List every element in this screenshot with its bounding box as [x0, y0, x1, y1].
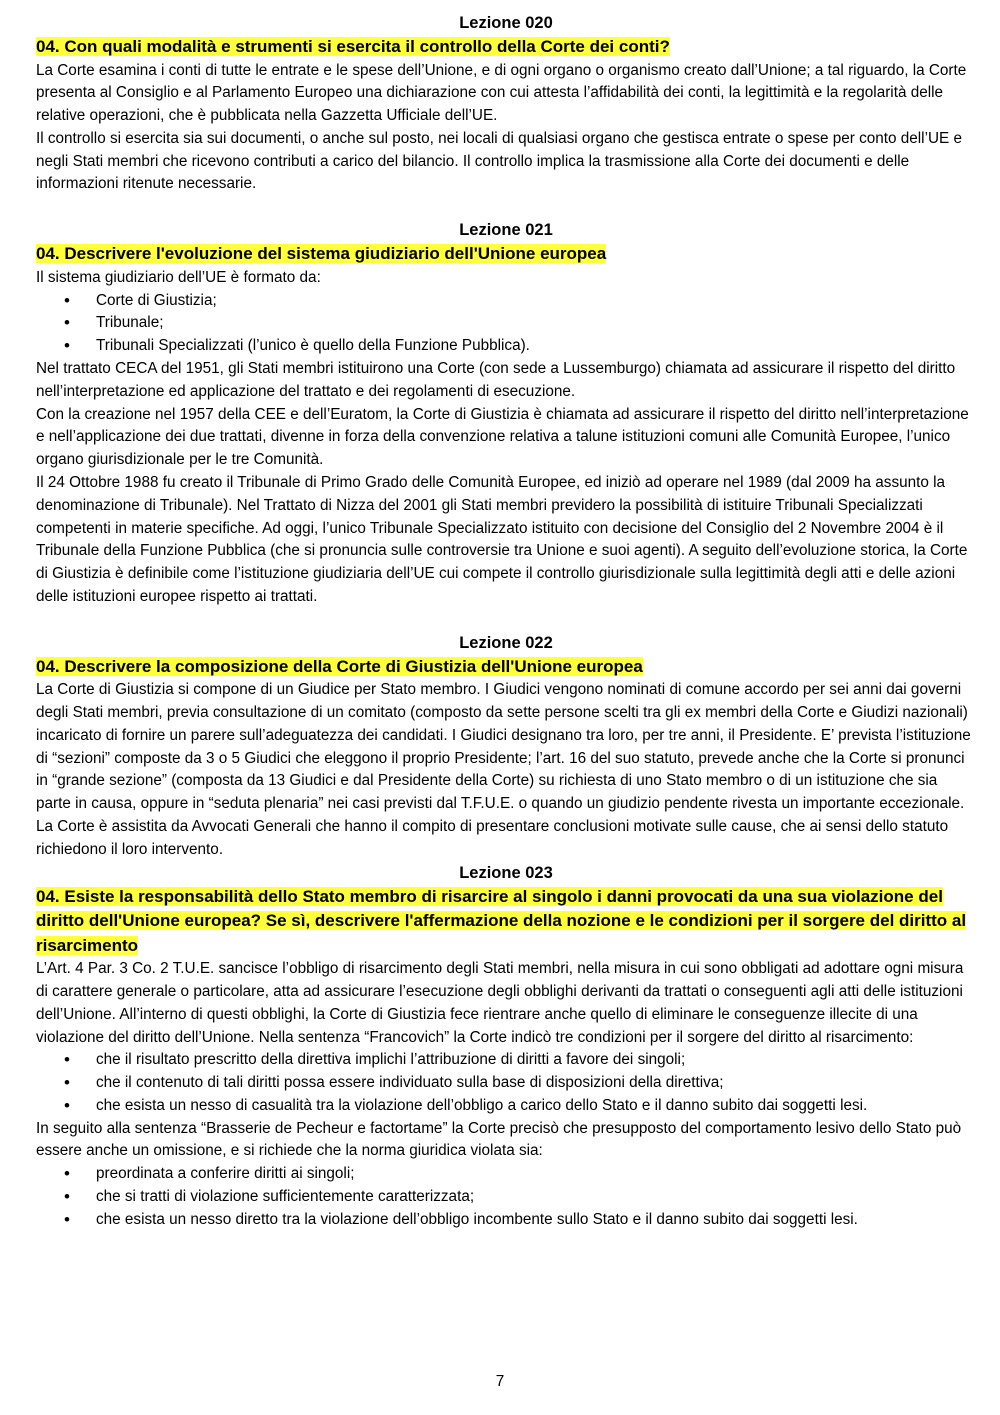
list-item: • che si tratti di violazione sufficientemente caratterizzata; — [36, 1186, 976, 1209]
list-item: • Tribunali Specializzati (l’unico è quello della Funzione Pubblica). — [36, 335, 976, 358]
lesson-title: Lezione 023 — [459, 863, 553, 882]
highlighted-question: 04. Descrivere la composizione della Corte di Giustizia dell'Unione europea — [36, 656, 643, 676]
paragraph: Con la creazione nel 1957 della CEE e dell’Euratom, la Corte di Giustizia è chiamata ad assicurare il rispetto del diritto nell’interpretazione e nell’applicazione dei due trattati, divenne in forza della convenzione relativa a talune istituzioni comuni alle Comunità Europee, l’unico organo giurisdizionale per le tre Comunità. — [36, 405, 969, 469]
list-item: • che il risultato prescritto della direttiva implichi l’attribuzione di diritti a favore dei singoli; — [36, 1049, 976, 1072]
paragraph: La Corte è assistita da Avvocati Generali che hanno il compito di presentare conclusioni motivate sulle cause, che ai sensi dello statuto richiedono il loro intervento. — [36, 818, 949, 858]
paragraph: Il 24 Ottobre 1988 fu creato il Tribunale di Primo Grado delle Comunità Europee, ed iniziò ad operare nel 1989 (dal 2009 ha assunto la denominazione di Tribunale). Nel Trattato di Nizza del 2001 gli Stati membri previdero la possibilità di istituire Tribunali Specializzati competenti in materie specifiche. Ad oggi, l’unico Tribunale Specializzato istituito con decisione del Consiglio del 2 Novembre 2004 è il Tribunale della Funzione Pubblica (che si pronuncia sulle controversie tra Unione e suoi agenti). A seguito dell’evoluzione storica, la Corte di Giustizia è definibile come l’istituzione giudiziaria dell’UE cui compete il controllo giurisdizionale sulla legittimità degli atti e delle azioni delle istituzioni europee rispetto ai trattati. — [36, 473, 968, 605]
list-item: • Corte di Giustizia; — [36, 290, 976, 313]
list-item: • che esista un nesso di casualità tra la violazione dell’obbligo a carico dello Stato e il danno subito dai soggetti lesi. — [36, 1095, 976, 1118]
paragraph: In seguito alla sentenza “Brasserie de Pecheur e factortame” la Corte precisò che presupposto del comportamento lesivo dello Stato può essere anche un omissione, e si richiede che la norma giuridica violata sia: — [36, 1119, 962, 1160]
page-number: 7 — [495, 1373, 505, 1390]
bullet-list — [36, 1049, 976, 1117]
section-lezione-020 — [36, 12, 976, 196]
list-item: • che esista un nesso diretto tra la violazione dell’obbligo incombente sullo Stato e il danno subito dai soggetti lesi. — [36, 1209, 976, 1232]
paragraph: La Corte esamina i conti di tutte le entrate e le spese dell’Unione, e di ogni organo o organismo creato dall’Unione; a tal riguardo, la Corte presenta al Consiglio e al Parlamento Europeo una dichiarazione con cui attesta l’affidabilità dei conti, la legittimità e la regolarità delle relative operazioni, che è pubblicata nella Gazzetta Ufficiale dell’UE. — [36, 61, 967, 125]
document-page — [36, 12, 976, 1232]
question-heading — [36, 35, 976, 60]
section-lezione-021 — [36, 219, 976, 608]
paragraph: Il sistema giudiziario dell’UE è formato da: — [36, 268, 321, 286]
highlighted-question: 04. Con quali modalità e strumenti si esercita il controllo della Corte dei conti? — [36, 37, 670, 56]
highlighted-question: 04. Descrivere l'evoluzione del sistema giudiziario dell'Unione europea — [36, 244, 607, 264]
question-heading — [36, 655, 976, 680]
paragraph: La Corte di Giustizia si compone di un Giudice per Stato membro. I Giudici vengono nominati di comune accordo per sei anni dai governi degli Stati membri, previa consultazione di un comitato (composto da sette persone scelti tra gli ex membri della Corte e Giudizi nazionali) incaricato di fornire un parere sull’adeguatezza dei candidati. I Giudici designano tra loro, per tre anni, il Presidente. E’ prevista l’istituzione di “sezioni” composte da 3 o 5 Giudici che eleggono il proprio Presidente; l’art. 16 del suo statuto, prevede anche che la Corte si pronunci in “grande sezione” (composta da 13 Giudici e dal Presidente della Corte) su richiesta di uno Stato membro o di un istituzione che sia parte in causa, oppure in “seduta plenaria” nei casi previsti dal T.F.U.E. o quando un giudizio pendente rivesta un importante eccezionale. — [36, 681, 971, 813]
bullet-list — [36, 1163, 976, 1231]
list-item: • preordinata a conferire diritti ai singoli; — [36, 1163, 976, 1186]
lesson-title: Lezione 021 — [459, 221, 553, 240]
lesson-title: Lezione 020 — [459, 14, 553, 32]
question-heading — [36, 242, 976, 267]
lesson-title: Lezione 022 — [459, 633, 553, 652]
list-item: • che il contenuto di tali diritti possa essere individuato sulla base di disposizioni della direttiva; — [36, 1072, 976, 1095]
section-lezione-022 — [36, 632, 976, 862]
highlighted-question: 04. Esiste la responsabilità dello Stato membro di risarcire al singolo i danni provocati da una sua violazione del diritto dell'Unione europea? Se sì, descrivere l'affermazione della nozione e le condizioni per il sorgere del diritto al risarcimento — [36, 886, 967, 955]
list-item: • Tribunale; — [36, 312, 976, 335]
question-heading — [36, 885, 976, 959]
paragraph: Nel trattato CECA del 1951, gli Stati membri istituirono una Corte (con sede a Lussemburgo) chiamata ad assicurare il rispetto del diritto nell’interpretazione ed applicazione del trattato e dei regolamenti di esecuzione. — [36, 359, 956, 400]
section-lezione-023 — [36, 862, 976, 1232]
bullet-list — [36, 290, 976, 358]
paragraph: Il controllo si esercita sia sui documenti, o anche sul posto, nei locali di qualsiasi organo che gestisca entrate o spese per conto dell’UE e negli Stati membri che ricevono contributi a carico del bilancio. Il controllo implica la trasmissione alla Corte dei documenti e delle informazioni ritenute necessarie. — [36, 129, 962, 193]
paragraph: L’Art. 4 Par. 3 Co. 2 T.U.E. sancisce l’obbligo di risarcimento degli Stati membri, nella misura in cui sono obbligati ad adottare ogni misura di carattere generale o particolare, atta ad assicurare l’esecuzione degli obblighi derivanti da trattati o conseguenti agli atti delle istituzioni dell’Unione. All’interno di questi obblighi, la Corte di Giustizia fece rientrare anche quello di eliminare le conseguenze illecite di una violazione del diritto dell’Unione. Nella sentenza “Francovich” la Corte indicò tre condizioni per il sorgere del diritto al risarcimento: — [36, 960, 964, 1046]
